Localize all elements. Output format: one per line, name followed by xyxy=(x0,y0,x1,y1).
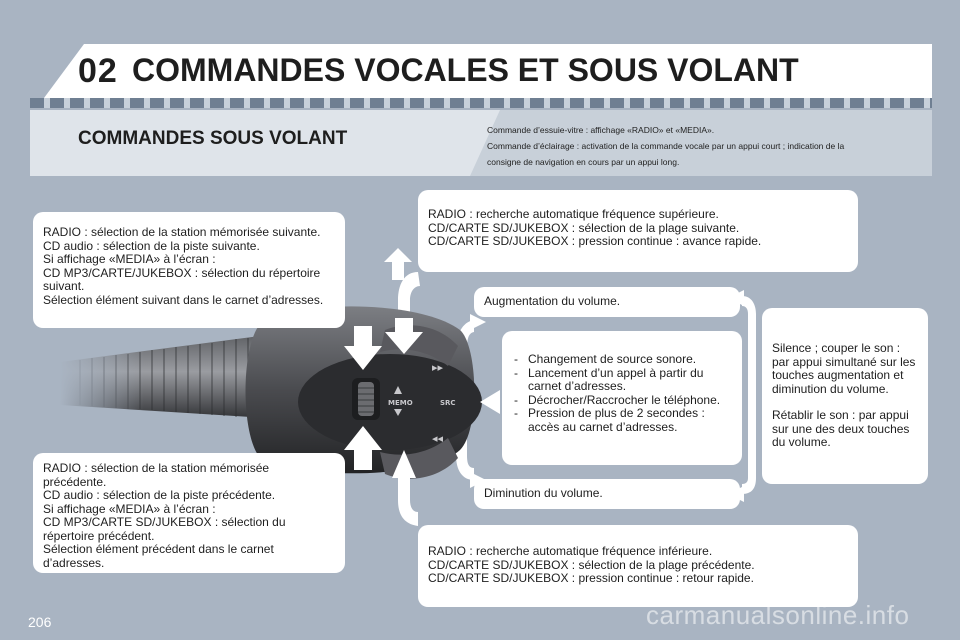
note-lighting: Commande d’éclairage : activation de la commande vocale par un appui court ; indication de la xyxy=(487,141,845,151)
callout-volume-down xyxy=(474,479,740,509)
chapter-title: COMMANDES VOCALES ET SOUS VOLANT xyxy=(132,52,799,88)
list-item: - Changement de source sonore. xyxy=(508,353,736,367)
src-label: SRC xyxy=(440,399,456,407)
callout-seek-up xyxy=(418,190,858,272)
rewind-icon: ◂◂ xyxy=(432,432,444,445)
callout-next-line: CD MP3/CARTE/JUKEBOX : sélection du répertoire xyxy=(43,265,321,280)
shaft-fade xyxy=(60,340,200,420)
callout-next-line: CD audio : sélection de la piste suivante. xyxy=(43,238,260,253)
callout-seek-up-line: CD/CARTE SD/JUKEBOX : sélection de la plage suivante. xyxy=(428,220,740,235)
arrow-src-icon xyxy=(480,390,500,414)
callout-seek-down-line: RADIO : recherche automatique fréquence inférieure. xyxy=(428,544,713,558)
callout-seek-up-line: RADIO : recherche automatique fréquence supérieure. xyxy=(428,207,719,221)
callout-next-line: Si affichage «MEDIA» à l’écran : xyxy=(43,252,216,266)
chapter-number: 02 xyxy=(78,52,118,90)
callout-volume-up-text: Augmentation du volume. xyxy=(484,294,621,308)
callout-previous-station xyxy=(33,453,345,573)
callout-previous-line: CD audio : sélection de la piste précédente. xyxy=(43,488,276,502)
callout-seek-up-line: CD/CARTE SD/JUKEBOX : pression continue : avance rapide. xyxy=(428,234,762,248)
list-item: - Décrocher/Raccrocher le téléphone. xyxy=(508,394,736,408)
callout-previous-line: Sélection élément précédent dans le carnet xyxy=(43,542,274,556)
thumbwheel[interactable] xyxy=(358,382,374,416)
callout-next-line: RADIO : sélection de la station mémorisée suivante. xyxy=(43,225,321,239)
memo-label: MEMO xyxy=(388,399,413,407)
forward-icon: ▸▸ xyxy=(432,361,444,374)
arrow-band-mute xyxy=(742,296,756,494)
list-item: - Pression de plus de 2 secondes : accès au carnet d’adresses. xyxy=(508,407,736,434)
callout-previous-line: répertoire précédent. xyxy=(43,528,155,543)
section-title: COMMANDES SOUS VOLANT xyxy=(78,128,348,149)
callout-previous-line: d’adresses. xyxy=(43,555,105,570)
callout-seek-down xyxy=(418,525,858,607)
callout-previous-line: précédente. xyxy=(43,474,107,489)
callout-previous-line: Si affichage «MEDIA» à l’écran : xyxy=(43,501,216,516)
page-number: 206 xyxy=(28,614,52,630)
callout-previous-line: RADIO : sélection de la station mémorisée xyxy=(43,461,270,475)
list-item: - Lancement d’un appel à partir du carnet d’adresses. xyxy=(508,367,736,394)
callout-seek-down-line: CD/CARTE SD/JUKEBOX : pression continue : retour rapide. xyxy=(428,571,754,585)
callout-seek-down-line: CD/CARTE SD/JUKEBOX : sélection de la plage précédente. xyxy=(428,557,755,572)
callout-unmute-text: Rétablir le son : par appui sur une des deux touches du volume. xyxy=(772,408,910,449)
watermark: carmanualsonline.info xyxy=(646,600,910,630)
callout-volume-up xyxy=(474,287,740,317)
note-wiper: Commande d’essuie-vitre : affichage «RADIO» et «MEDIA». xyxy=(487,125,715,135)
callout-next-station xyxy=(33,212,345,328)
callout-next-line: suivant. xyxy=(43,279,85,293)
note-lighting-cont: consigne de navigation en cours par un appui long. xyxy=(487,157,680,167)
callout-mute xyxy=(762,308,928,484)
source-actions-list xyxy=(508,353,736,434)
callout-next-line: Sélection élément suivant dans le carnet d’adresses. xyxy=(43,292,324,307)
callout-mute-text: Silence ; couper le son : par appui simultané sur les touches augmentation et diminution du volume. xyxy=(772,341,916,396)
callout-volume-down-text: Diminution du volume. xyxy=(484,486,603,500)
callout-previous-line: CD MP3/CARTE SD/JUKEBOX : sélection du xyxy=(43,515,286,529)
callout-source xyxy=(502,331,742,465)
